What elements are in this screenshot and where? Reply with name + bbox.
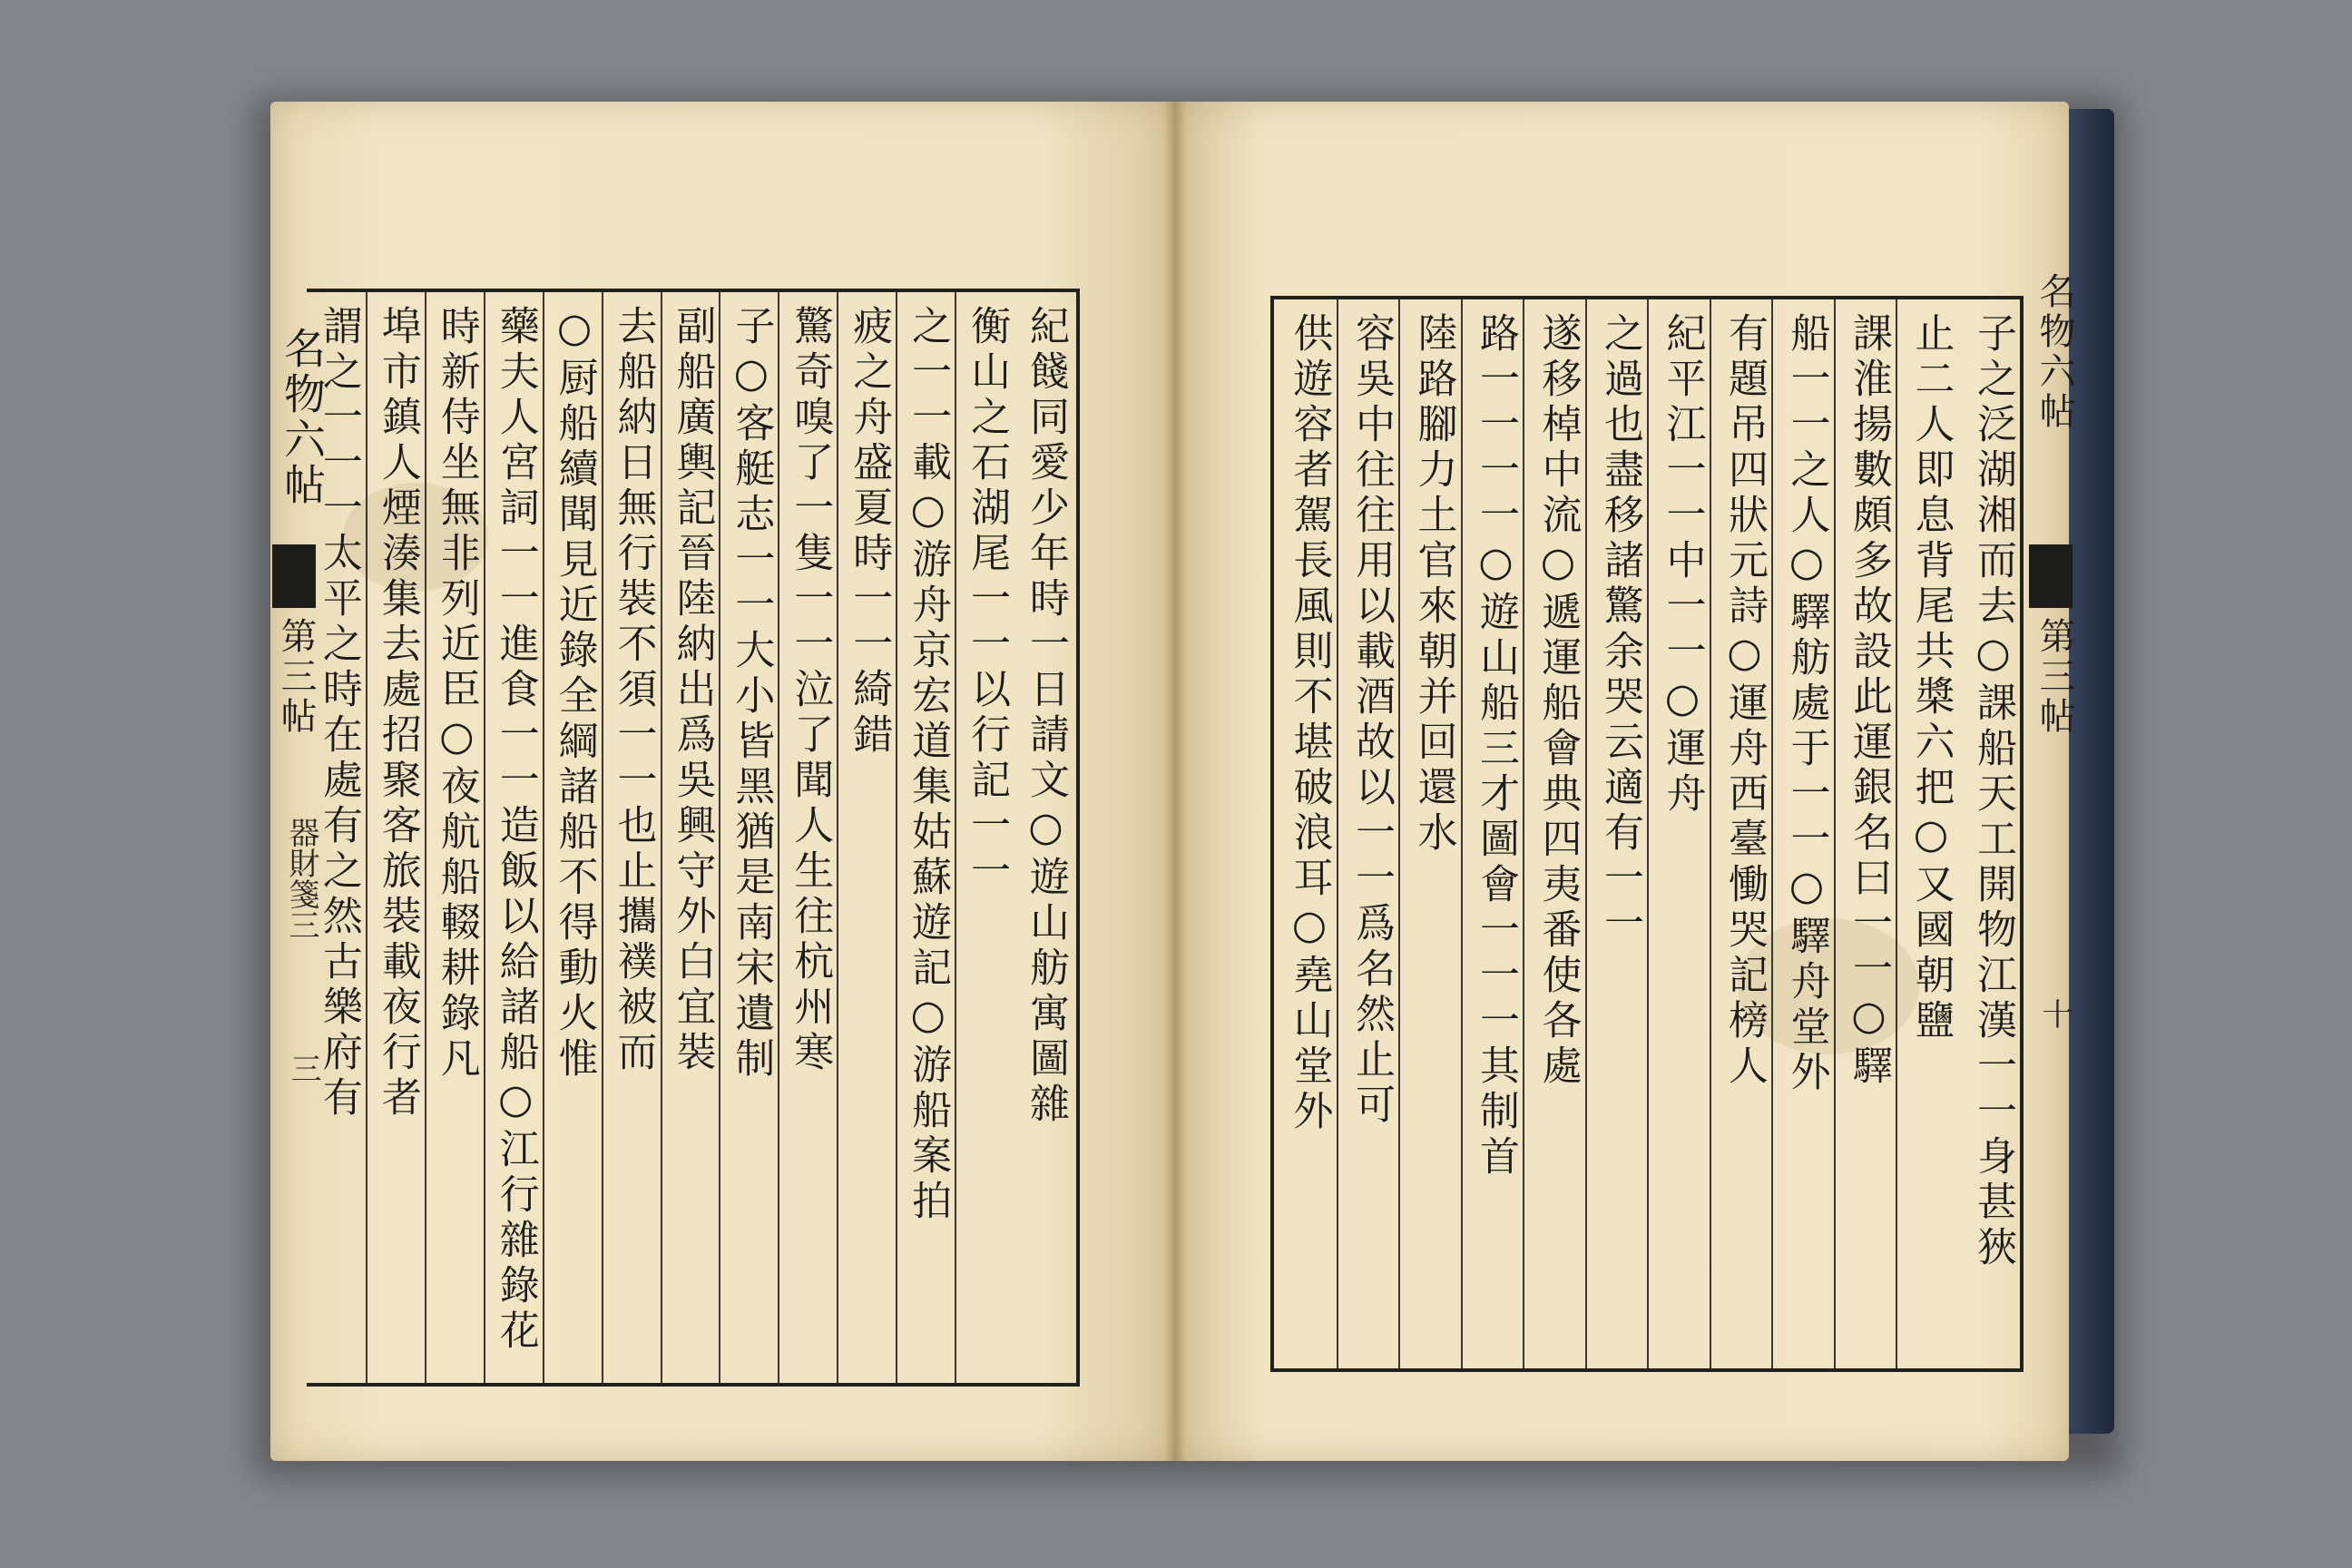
text-column: 衡山之石湖尾一一以行記一一: [955, 292, 1014, 1383]
right-section-tag: 第三帖: [2034, 617, 2075, 737]
text-column: 止二人即息背尾共槳六把○又國朝鹽: [1896, 299, 1958, 1368]
left-text-frame: [307, 289, 1080, 1387]
text-column: 紀平江一一中一一○運舟: [1647, 299, 1710, 1368]
text-column: 課淮揚數頗多故設此運銀名曰一一○驛: [1834, 299, 1896, 1368]
text-column: 時新侍坐無非列近臣○夜航船輟耕錄凡: [425, 292, 484, 1383]
text-column: 船一一之人○驛舫處于一一○驛舟堂外: [1771, 299, 1834, 1368]
text-column: 疲之舟盛夏時一一綺錯: [837, 292, 896, 1383]
right-text-frame: [1270, 296, 2024, 1372]
text-column: 紀餞同愛少年時一日請文○遊山舫寓圖雜: [1022, 305, 1069, 1128]
text-column: 路一一一一○遊山船三才圖會一一一其制首: [1461, 299, 1524, 1368]
text-column: 藥夫人宮詞一一進食一一造飯以給諸船○江行雜錄花: [484, 292, 543, 1383]
text-column: 驚奇嗅了一隻一一泣了聞人生往杭州寒: [778, 292, 837, 1383]
left-section-tag: 第三帖: [275, 617, 317, 737]
text-column: 埠市鎮人煙湊集去處招聚客旅裝載夜行者: [366, 292, 425, 1383]
right-page-number: 十: [2036, 998, 2073, 1029]
right-margin-title: 名物六帖: [2034, 272, 2075, 432]
left-margin-title: 名物六帖: [278, 327, 327, 508]
text-column: 副船廣輿記晉陸納出爲吳興守外白宜裝: [661, 292, 720, 1383]
text-column: 謂之一一一太平之時在處有之然古樂府有: [315, 305, 362, 1122]
text-column: 子之泛湖湘而去○課船天工開物江漢一一身甚狹: [1970, 312, 2016, 1271]
text-column: 去船納日無行裝不須一一也止攜襆被而: [602, 292, 661, 1383]
text-column: 之過也盡移諸驚余哭云適有一一: [1585, 299, 1648, 1368]
book-gutter: [1164, 102, 1186, 1461]
text-column: 子○客艇志一一大小皆黑猶是南宋遺制: [719, 292, 778, 1383]
text-column: 陸路腳力土官來朝并回還水: [1398, 299, 1461, 1368]
text-column: 遂移棹中流○遞運船會典四夷番使各處: [1523, 299, 1585, 1368]
text-column: 有題吊四狀元詩○運舟西臺慟哭記榜人: [1710, 299, 1772, 1368]
right-section-marker: [2029, 544, 2073, 608]
text-column: 之一一載○游舟京宏道集姑蘇遊記○游船案拍: [896, 292, 955, 1383]
left-volume-label: 器財箋三: [283, 817, 319, 940]
text-column: ○厨船續聞見近錄全綱諸船不得動火惟: [543, 292, 602, 1383]
text-column: 容吳中往往用以載酒故以一一爲名然止可: [1337, 299, 1399, 1368]
left-page-number: 三: [285, 1053, 321, 1083]
text-column: 供遊容者駕長風則不堪破浪耳○堯山堂外: [1286, 312, 1333, 1135]
